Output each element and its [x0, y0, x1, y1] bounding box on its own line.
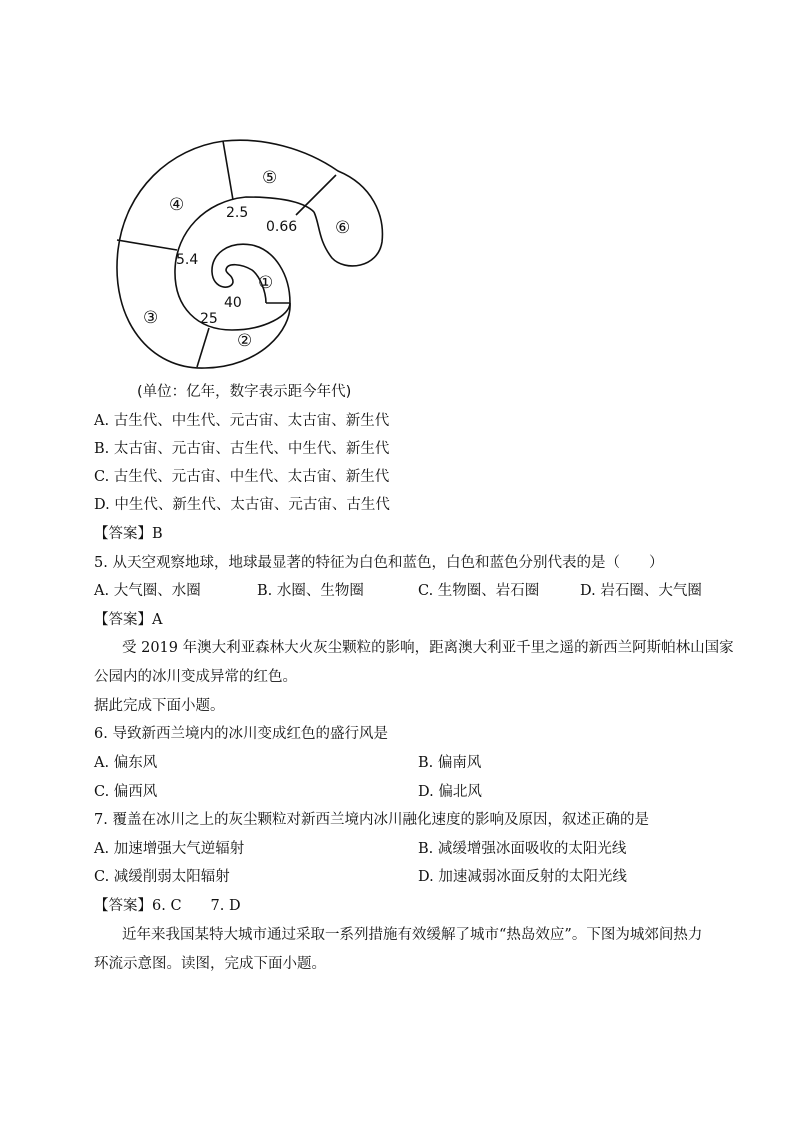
q5-option-a: A. 大气圈、水圈 — [94, 583, 201, 599]
q5-answer — [94, 610, 162, 630]
q7-option-d: D. 加速减弱冰面反射的太阳光线 — [418, 869, 627, 885]
boundary-value-2.5: 2.5 — [226, 205, 249, 221]
q4-answer-value: B — [152, 526, 163, 542]
q4-option-b: B. 太古宙、元古宙、古生代、中生代、新生代 — [94, 441, 390, 457]
geologic-time-spiral-figure — [100, 130, 400, 380]
q7-option-a: A. 加速增强大气逆辐射 — [94, 841, 245, 857]
q7-option-c: C. 减缓削弱太阳辐射 — [94, 869, 230, 885]
answer-label: 【答案】 — [94, 526, 152, 542]
q6-option-b: B. 偏南风 — [418, 755, 482, 771]
q6-stem: 6. 导致新西兰境内的冰川变成红色的盛行风是 — [94, 726, 388, 742]
divider-4-5 — [223, 141, 233, 200]
region-label-4: ④ — [169, 195, 185, 215]
q6-option-c: C. 偏西风 — [94, 784, 158, 800]
q5-stem: 5. 从天空观察地球，地球最显著的特征为白色和蓝色，白色和蓝色分别代表的是（ ） — [94, 555, 664, 571]
region-label-6: ⑥ — [335, 218, 351, 238]
q5-option-c: C. 生物圈、岩石圈 — [418, 583, 540, 599]
region-label-2: ② — [237, 331, 253, 351]
q4-answer — [94, 524, 163, 544]
divider-2-3 — [197, 328, 209, 367]
boundary-value-5.4: 5.4 — [176, 252, 199, 268]
spiral-outer-boundary-top — [224, 140, 382, 266]
q6-option-a: A. 偏东风 — [94, 755, 158, 771]
divider-5-6 — [296, 175, 336, 215]
region-label-1: ① — [258, 273, 274, 293]
q67-answer-value: 6. C 7. D — [152, 898, 241, 914]
figure-caption: (单位：亿年，数字表示距今年代) — [137, 384, 352, 400]
q4-option-d: D. 中生代、新生代、太古宙、元古宙、古生代 — [94, 497, 390, 513]
q67-answer — [94, 896, 241, 916]
passage1-line3: 据此完成下面小题。 — [94, 698, 225, 714]
q7-option-b: B. 减缓增强冰面吸收的太阳光线 — [418, 841, 627, 857]
boundary-value-25: 25 — [200, 311, 218, 327]
q4-option-c: C. 古生代、元古宙、中生代、太古宙、新生代 — [94, 469, 390, 485]
passage1-line1: 受 2019 年澳大利亚森林大火灰尘颗粒的影响，距离澳大利亚千里之遥的新西兰阿斯帕林山国家 — [122, 640, 734, 656]
passage1-line2: 公园内的冰川变成异常的红色。 — [94, 669, 297, 685]
answer-label: 【答案】 — [94, 612, 152, 628]
q5-answer-value: A — [152, 612, 163, 628]
boundary-value-0.66: 0.66 — [266, 219, 298, 235]
q5-option-d: D. 岩石圈、大气圈 — [580, 583, 702, 599]
passage2-line2: 环流示意图。读图，完成下面小题。 — [94, 956, 326, 972]
region-label-3: ③ — [143, 308, 159, 328]
q4-option-a: A. 古生代、中生代、元古宙、太古宙、新生代 — [94, 413, 390, 429]
q7-stem: 7. 覆盖在冰川之上的灰尘颗粒对新西兰境内冰川融化速度的影响及原因，叙述正确的是 — [94, 812, 649, 828]
boundary-value-40: 40 — [224, 295, 242, 311]
region-label-5: ⑤ — [262, 168, 278, 188]
passage2-line1: 近年来我国某特大城市通过采取一系列措施有效缓解了城市“热岛效应”。下图为城郊间热力 — [122, 927, 703, 943]
q5-option-b: B. 水圈、生物圈 — [257, 583, 364, 599]
q6-option-d: D. 偏北风 — [418, 784, 482, 800]
answer-label: 【答案】 — [94, 898, 152, 914]
divider-3-4 — [117, 240, 177, 250]
